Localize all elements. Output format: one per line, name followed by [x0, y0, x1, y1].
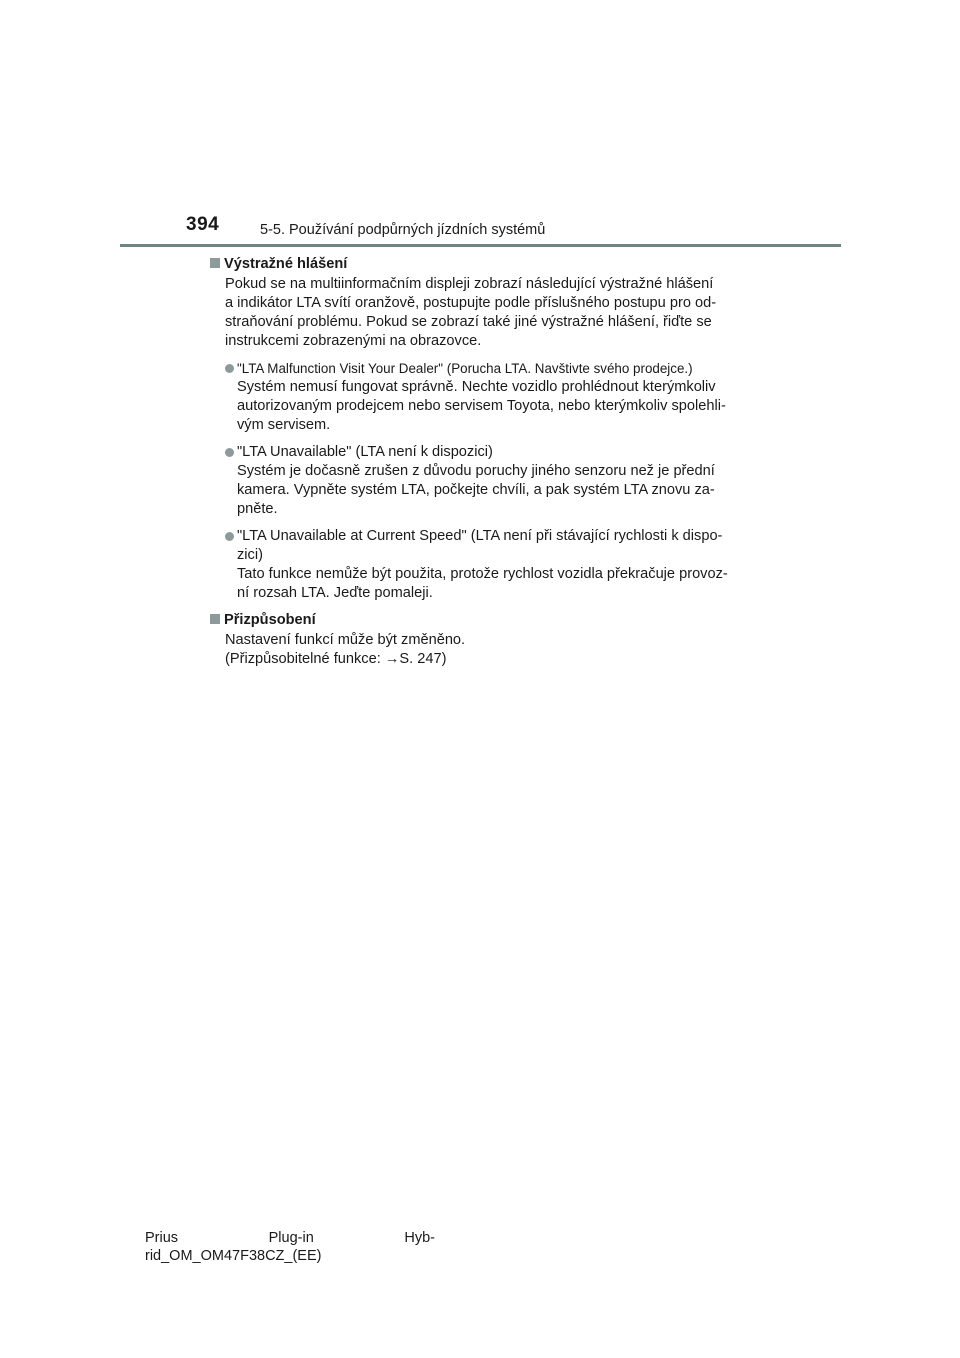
header-rule	[120, 244, 841, 247]
square-bullet-icon	[210, 614, 220, 624]
text-line: instrukcemi zobrazenými na obrazovce.	[225, 333, 482, 349]
text-line: Systém je dočasně zrušen z důvodu poruchy jiného senzoru než je přední	[237, 463, 715, 479]
text-line: ní rozsah LTA. Jeďte pomaleji.	[237, 585, 433, 601]
message-title: "LTA Unavailable at Current Speed" (LTA není při stávající rychlosti k dispo-	[237, 528, 723, 544]
list-item	[225, 527, 755, 603]
message-title: "LTA Unavailable" (LTA není k dispozici)	[237, 444, 493, 460]
text-line: Nastavení funkcí může být změněno.	[225, 632, 466, 648]
text-line: kamera. Vypněte systém LTA, počkejte chvíli, a pak systém LTA znovu za-	[237, 482, 715, 498]
customization-heading	[210, 611, 755, 630]
text-line: Systém nemusí fungovat správně. Nechte vozidlo prohlédnout kterýmkoliv	[237, 379, 716, 395]
page-number: 394	[186, 214, 220, 235]
customization-paragraph	[225, 631, 755, 669]
text-line: Tato funkce nemůže být použita, protože rychlost vozidla překračuje provoz-	[237, 566, 728, 582]
message-title: "LTA Malfunction Visit Your Dealer" (Porucha LTA. Navštivte svého prodejce.)	[237, 361, 693, 376]
section-title: 5-5. Používání podpůrných jízdních systémů	[260, 222, 546, 238]
page-content	[210, 255, 755, 669]
heading-text: Výstražné hlášení	[224, 256, 348, 272]
footer-text: Hyb-	[404, 1230, 435, 1246]
page-reference: (Přizpůsobitelné funkce: →S. 247)	[225, 651, 447, 667]
text-line: pněte.	[237, 501, 278, 517]
footer-text: rid_OM_OM47F38CZ_(EE)	[145, 1248, 322, 1264]
text-line: zici)	[237, 547, 263, 563]
square-bullet-icon	[210, 258, 220, 268]
heading-text: Přizpůsobení	[224, 612, 316, 628]
text-line: vým servisem.	[237, 417, 331, 433]
list-item	[225, 359, 755, 435]
circle-bullet-icon	[225, 532, 234, 541]
text-line: Pokud se na multiinformačním displeji zobrazí následující výstražné hlášení	[225, 276, 714, 292]
footer	[145, 1229, 435, 1265]
list-item	[225, 443, 755, 519]
circle-bullet-icon	[225, 448, 234, 457]
circle-bullet-icon	[225, 364, 234, 373]
text-line: straňování problému. Pokud se zobrazí také jiné výstražné hlášení, řiďte se	[225, 314, 712, 330]
text-line: a indikátor LTA svítí oranžově, postupujte podle příslušného postupu pro od-	[225, 295, 717, 311]
footer-text: Prius	[145, 1230, 179, 1246]
footer-text: Plug-in	[268, 1230, 314, 1246]
intro-paragraph	[225, 275, 755, 351]
text-line: autorizovaným prodejcem nebo servisem Toyota, nebo kterýmkoliv spolehli-	[237, 398, 726, 414]
warning-messages-heading	[210, 255, 755, 274]
